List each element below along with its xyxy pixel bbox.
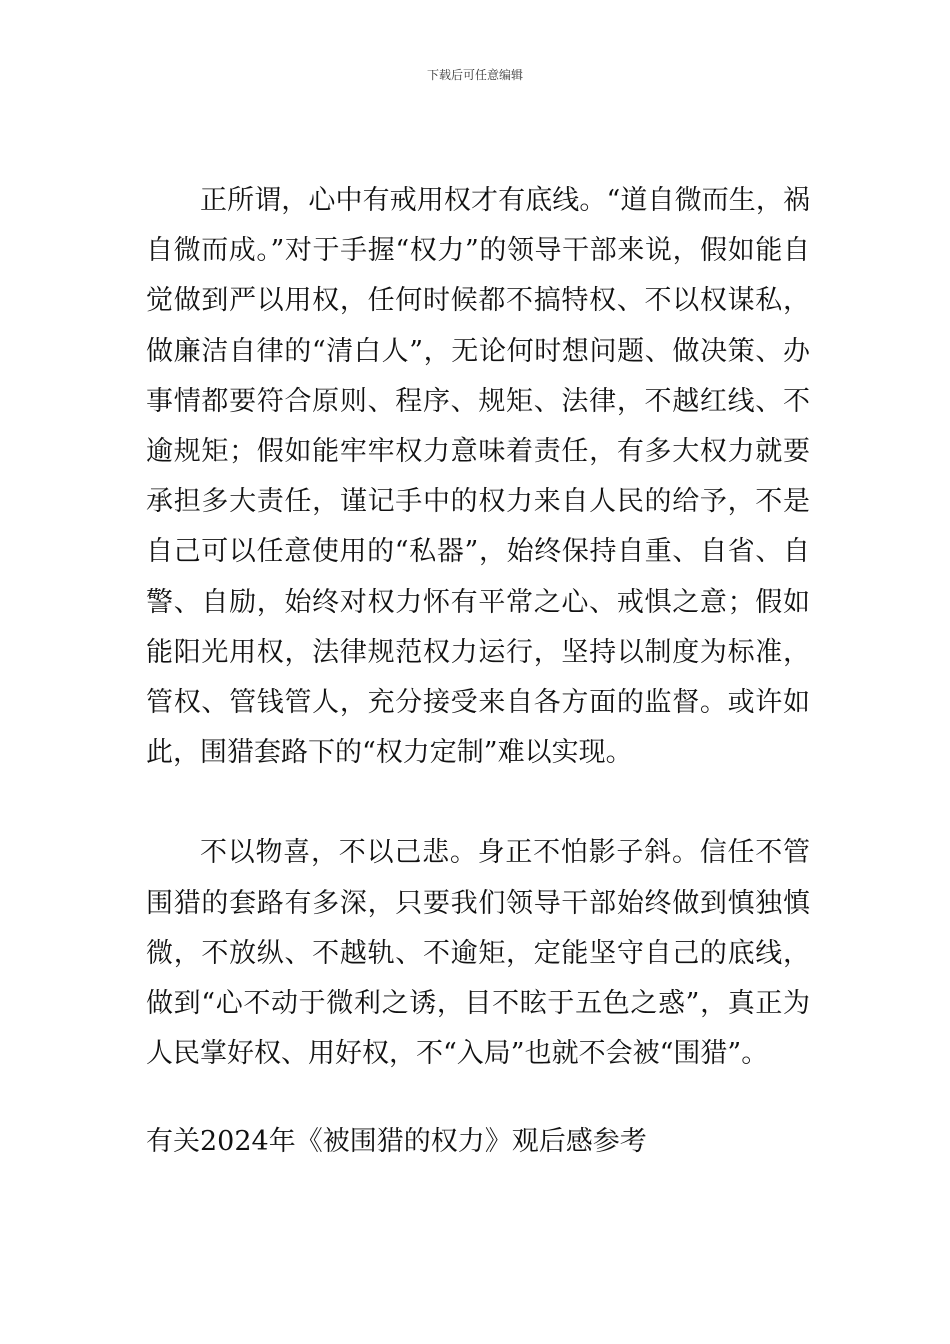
document-body: [146, 176, 810, 1079]
document-title: 有关2024年《被围猎的权力》观后感参考: [146, 1126, 647, 1157]
body-paragraph-1: 正所谓，心中有戒用权才有底线。“道自微而生，祸自微而成。”对于手握“权力”的领导干部来说，假如能自觉做到严以用权，任何时候都不搞特权、不以权谋私，做廉洁自律的“清白人”，无论何时想问题、做决策、办事情都要符合原则、程序、规矩、法律，不越红线、不逾规矩；假如能牢牢权力意味着责任，有多大权力就要承担多大责任，谨记手中的权力来自人民的给予，不是自己可以任意使用的“私器”，始终保持自重、自省、自警、自励，始终对权力怀有平常之心、戒惧之意；假如能阳光用权，法律规范权力运行，坚持以制度为标准，管权、管钱管人，充分接受来自各方面的监督。或许如此，围猎套路下的“权力定制”难以实现。: [146, 185, 810, 769]
page-header-note: 下载后可任意编辑: [426, 68, 523, 82]
body-paragraph-2: 不以物喜，不以己悲。身正不怕影子斜。信任不管围猎的套路有多深，只要我们领导干部始终做到慎独慎微，不放纵、不越轨、不逾矩，定能坚守自己的底线，做到“心不动于微利之诱，目不眩于五色之惑”，真正为人民掌好权、用好权，不“入局”也就不会被“围猎”。: [146, 837, 810, 1070]
